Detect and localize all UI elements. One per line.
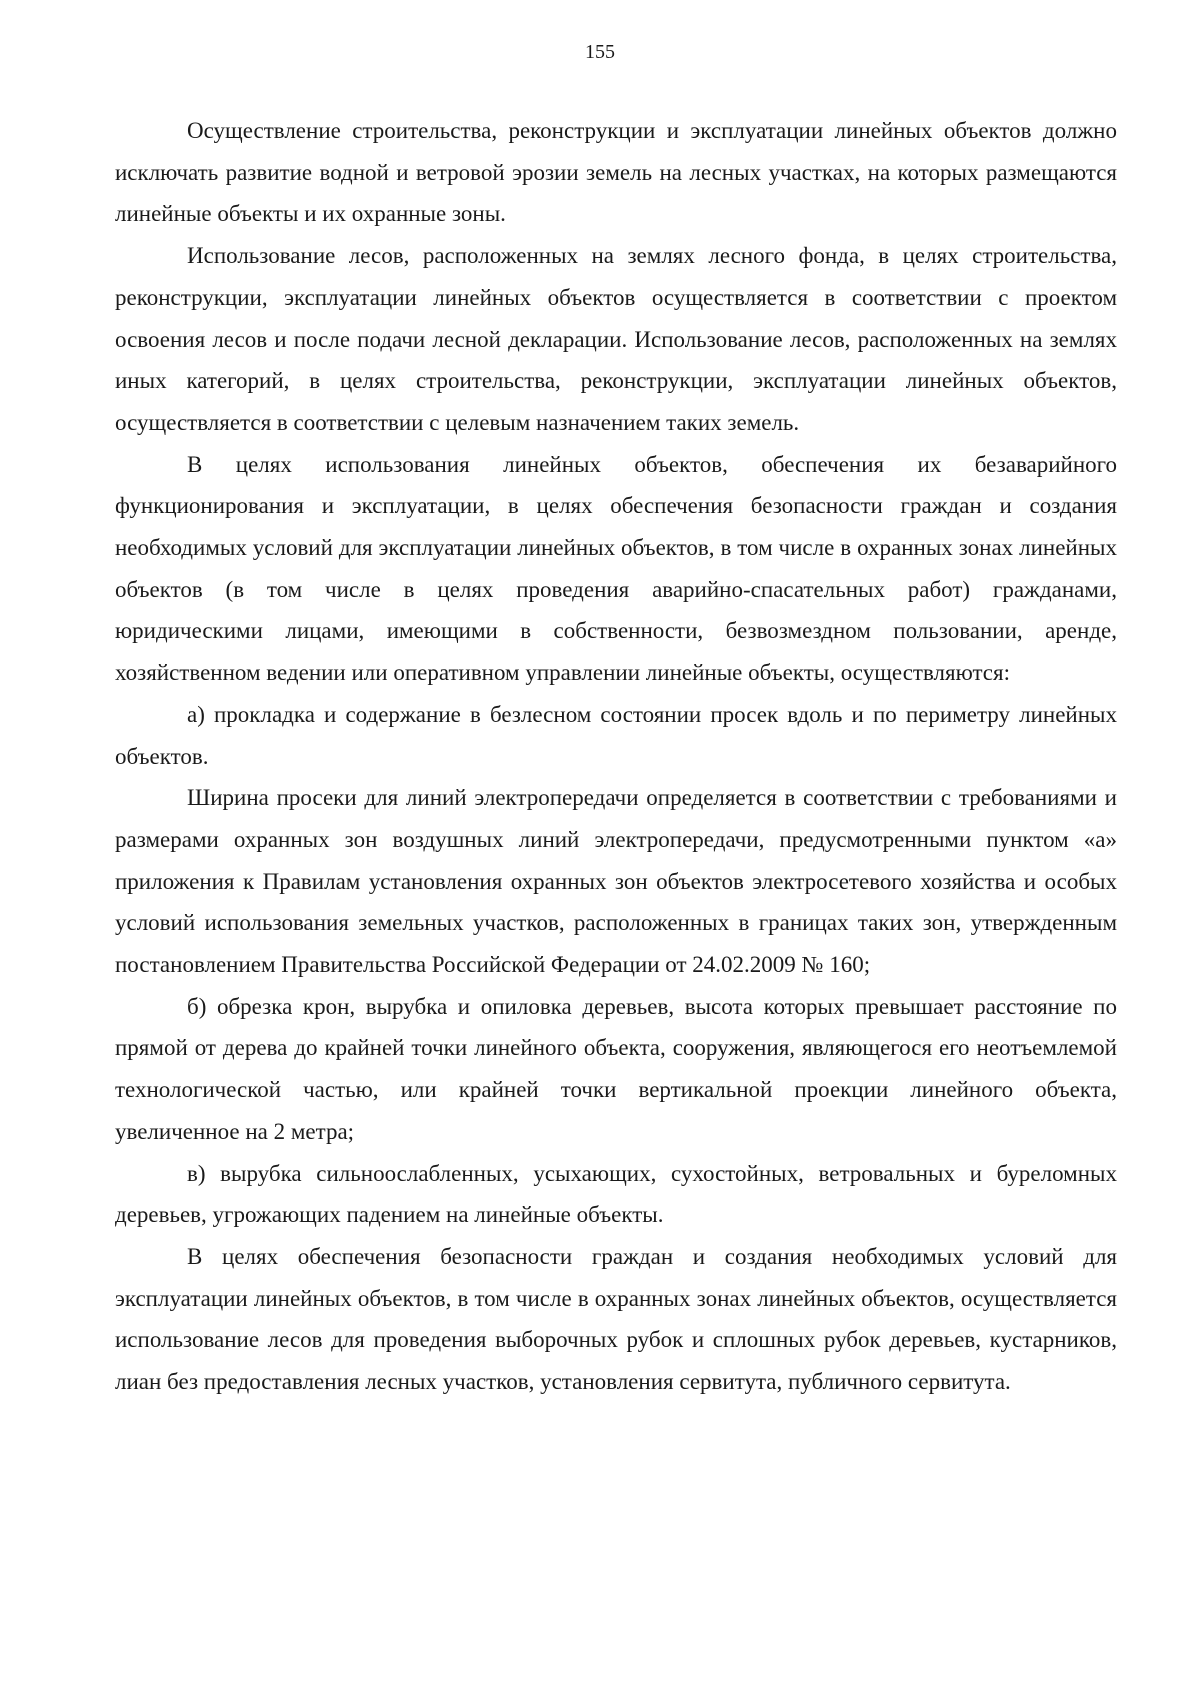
page-number: 155 bbox=[585, 41, 615, 63]
paragraph-item-a-clearings: а) прокладка и содержание в безлесном состоянии просек вдоль и по периметру линейных объектов. bbox=[115, 701, 1117, 769]
paragraph-safety-purposes: В целях использования линейных объектов, обеспечения их безаварийного функционирования и эксплуатации, в целях обеспечения безопасности граждан и создания необходимых условий для эксплуатации линейных объектов, в том числе в охранных зонах линейных объектов (в том числе в целях проведения аварийно-спасательных работ) гражданами, юридическими лицами, имеющими в собственности, безвозмездном пользовании, аренде, хозяйственном ведении или оперативном управлении линейные объекты, осуществляются: bbox=[115, 451, 1117, 686]
paragraph-forest-use-conditions: Использование лесов, расположенных на землях лесного фонда, в целях строительства, реконструкции, эксплуатации линейных объектов осуществляется в соответствии с проектом освоения лесов и после подачи лесной декларации. Использование лесов, расположенных на землях иных категорий, в целях строительства, реконструкции, эксплуатации линейных объектов, осуществляется в соответствии с целевым назначением таких земель. bbox=[115, 243, 1117, 435]
paragraph-linear-objects-erosion: Осуществление строительства, реконструкции и эксплуатации линейных объектов должно исключать развитие водной и ветровой эрозии земель на лесных участках, на которых размещаются линейные объекты и их охранные зоны. bbox=[115, 118, 1117, 227]
paragraph-item-c-weak-trees: в) вырубка сильноослабленных, усыхающих, сухостойных, ветровальных и буреломных деревьев, угрожающих падением на линейные объекты. bbox=[115, 1160, 1117, 1228]
paragraph-selective-felling: В целях обеспечения безопасности граждан и создания необходимых условий для эксплуатации линейных объектов, в том числе в охранных зонах линейных объектов, осуществляется использование лесов для проведения выборочных рубок и сплошных рубок деревьев, кустарников, лиан без предоставления лесных участков, установления сервитута, публичного сервитута. bbox=[115, 1243, 1117, 1395]
paragraph-item-b-tree-cutting: б) обрезка крон, вырубка и опиловка деревьев, высота которых превышает расстояние по прямой от дерева до крайней точки линейного объекта, сооружения, являющегося его неотъемлемой технологической частью, или крайней точки вертикальной проекции линейного объекта, увеличенное на 2 метра; bbox=[115, 993, 1117, 1144]
paragraph-clearing-width: Ширина просеки для линий электропередачи определяется в соответствии с требованиями и размерами охранных зон воздушных линий электропередачи, предусмотренными пунктом «а» приложения к Правилам установления охранных зон объектов электросетевого хозяйства и особых условий использования земельных участков, расположенных в границах таких зон, утвержденным постановлением Правительства Российской Федерации от 24.02.2009 № 160; bbox=[115, 785, 1117, 978]
document-body bbox=[115, 110, 1117, 1403]
